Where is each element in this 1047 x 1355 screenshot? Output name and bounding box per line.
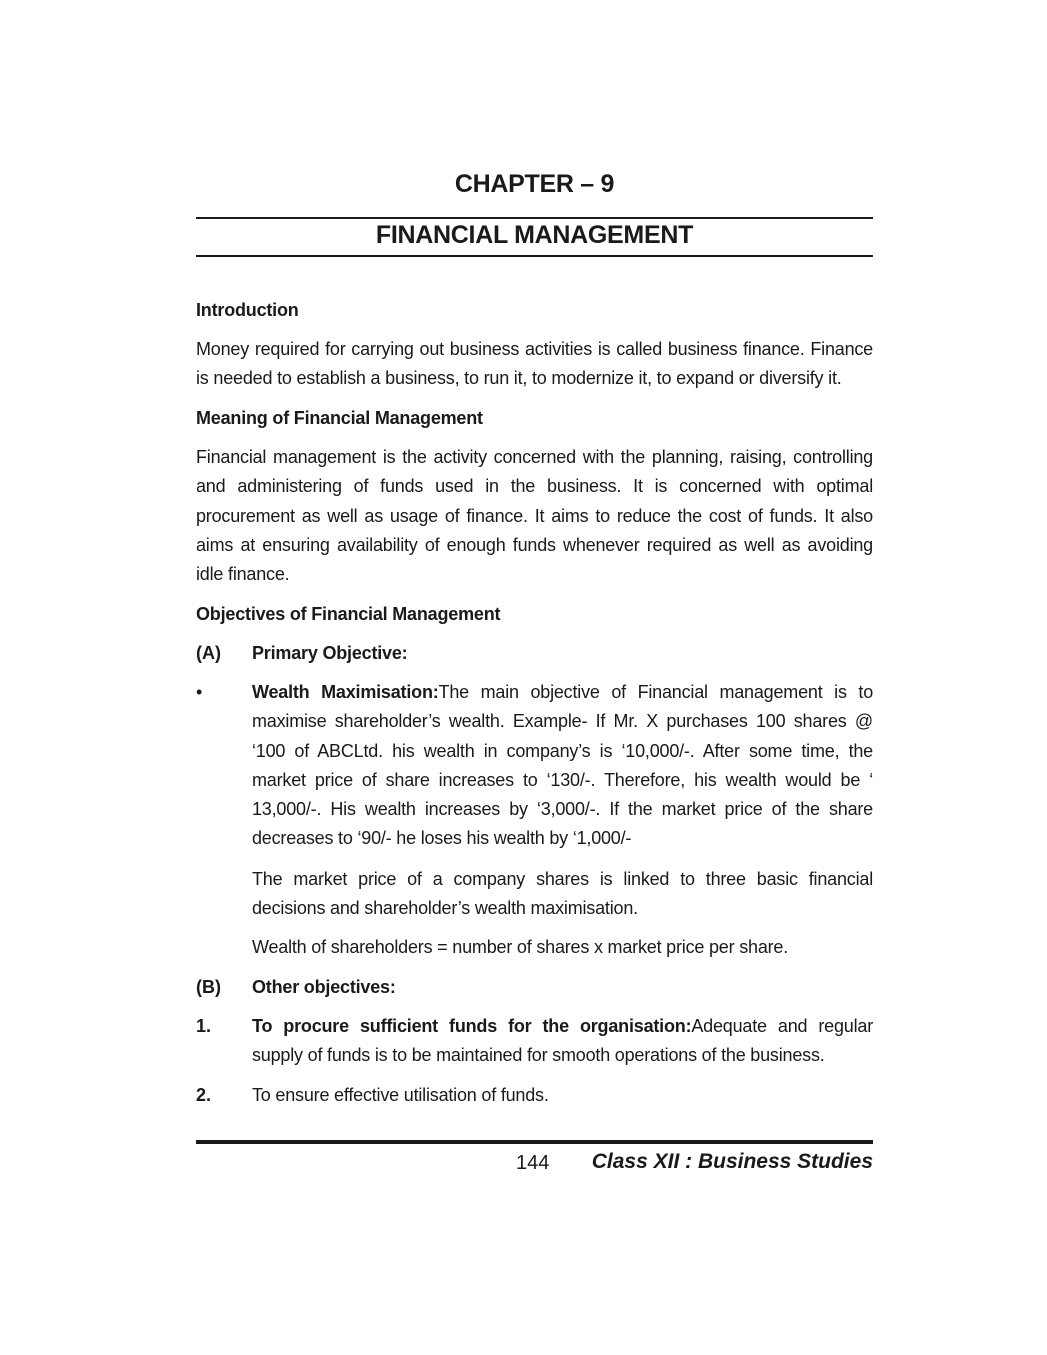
divider	[196, 255, 873, 257]
wealth-heading: Wealth Maximisation:	[252, 682, 439, 702]
meaning-heading: Meaning of Financial Management	[196, 408, 483, 428]
other-label: (B)	[196, 977, 221, 997]
wealth-text: The main objective of Financial management is to maximise shareholder’s wealth. Example- If Mr. X purchases 100 shares @ ‘100 of ABCLtd. his wealth in company’s is ‘10,000/-. After some time, the market price of share increases to ‘130/-. Therefore, his wealth would be ‘ 13,000/-. His wealth increases by ‘3,000/-. If the market price of the share decreases to ‘90/- he loses his wealth by ‘1,000/-	[252, 682, 874, 849]
item2-number: 2.	[196, 1085, 212, 1105]
item1-text: Adequate and regular supply of funds is to be maintained for smooth operations of the business.	[252, 1016, 873, 1066]
bullet: •	[196, 682, 203, 702]
footer-divider	[196, 1140, 873, 1144]
divider	[196, 217, 873, 219]
other-heading: Other objectives:	[252, 977, 396, 997]
intro-paragraph: Money required for carrying out business activities is called business finance. Finance is needed to establish a business, to run it, to modernize it, to expand or diversify it.	[196, 339, 873, 389]
intro-heading: Introduction	[196, 300, 299, 320]
page-number: 144	[516, 1152, 550, 1174]
item1-heading: To procure sufficient funds for the organisation:	[252, 1016, 692, 1036]
primary-heading: Primary Objective:	[252, 643, 408, 663]
chapter-number: CHAPTER – 9	[454, 170, 615, 198]
primary-label: (A)	[196, 643, 221, 663]
market-paragraph: The market price of a company shares is linked to three basic financial decisions and shareholder’s wealth maximisation.	[252, 869, 873, 919]
meaning-paragraph: Financial management is the activity concerned with the planning, raising, controlling and administering of funds used in the business. It is concerned with optimal procurement as well as usage of finance. It aims to reduce the cost of funds. It also aims at ensuring availability of enough funds whenever required as well as avoiding idle finance.	[196, 447, 873, 585]
wealth-paragraph	[252, 678, 873, 854]
objectives-heading: Objectives of Financial Management	[196, 604, 501, 624]
item1-number: 1.	[196, 1016, 212, 1036]
formula-paragraph: Wealth of shareholders = number of shares x market price per share.	[252, 937, 789, 957]
chapter-title: FINANCIAL MANAGEMENT	[375, 221, 694, 249]
item1-paragraph	[252, 1012, 873, 1071]
item2-paragraph: To ensure effective utilisation of funds.	[252, 1085, 549, 1105]
course-title: Class XII : Business Studies	[591, 1150, 873, 1173]
